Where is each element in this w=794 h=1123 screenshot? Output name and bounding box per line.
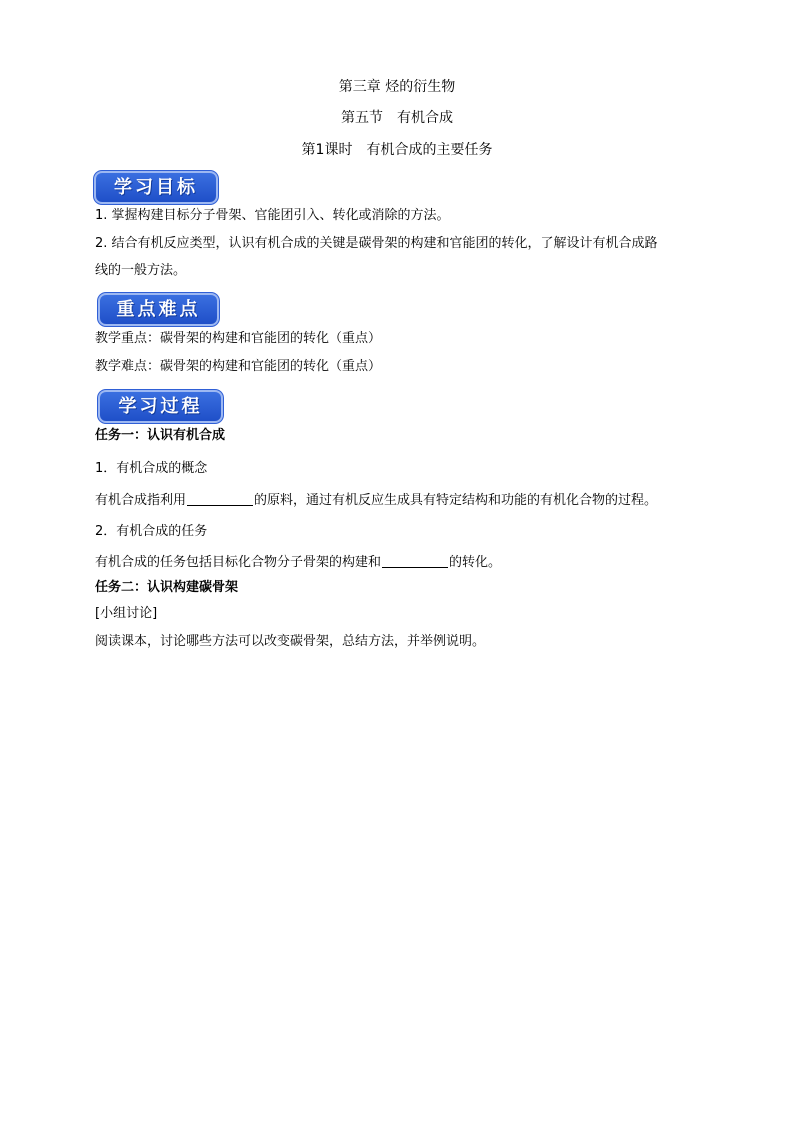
- section-title: 第五节 有机合成: [341, 110, 453, 126]
- fill-blank-2: [382, 553, 448, 568]
- task-text-after: 的转化。: [449, 555, 502, 570]
- chapter-title: 第三章 烃的衍生物: [338, 79, 456, 95]
- task-text-before: 有机合成的任务包括目标化合物分子骨架的构建和: [95, 555, 382, 570]
- key-points-badge: 重点难点: [100, 295, 217, 324]
- concept-text-after: 的原料，通过有机反应生成具有特定结构和功能的有机化合物的过程。: [254, 493, 658, 508]
- objective-item-1: 1. 掌握构建目标分子骨架、官能团引入、转化或消除的方法。: [95, 208, 450, 223]
- lesson-title: 第1课时 有机合成的主要任务: [301, 142, 493, 158]
- objective-item-2-line-2: 线的一般方法。: [95, 263, 187, 278]
- group-discussion-label: [小组讨论]: [95, 606, 158, 621]
- process-badge: 学习过程: [100, 392, 221, 421]
- concept-text-before: 有机合成指利用: [95, 493, 187, 508]
- objectives-badge: 学习目标: [96, 173, 216, 202]
- teaching-difficulty: 教学难点：碳骨架的构建和官能团的转化（重点）: [95, 359, 382, 374]
- task-1-concept-text: [95, 491, 657, 511]
- fill-blank-1: [187, 491, 253, 506]
- objective-item-2-line-1: 2. 结合有机反应类型，认识有机合成的关键是碳骨架的构建和官能团的转化，了解设计有机合成路: [95, 236, 658, 251]
- teaching-focus: 教学重点：碳骨架的构建和官能团的转化（重点）: [95, 331, 382, 346]
- task-1-task-text: [95, 553, 501, 573]
- task-1-subheading-1: 1．有机合成的概念: [95, 461, 208, 476]
- task-2-heading: 任务二：认识构建碳骨架: [95, 580, 239, 595]
- task-1-heading: 任务一：认识有机合成: [95, 428, 226, 443]
- task-1-subheading-2: 2．有机合成的任务: [95, 524, 208, 539]
- discussion-instruction: 阅读课本，讨论哪些方法可以改变碳骨架，总结方法，并举例说明。: [95, 634, 486, 649]
